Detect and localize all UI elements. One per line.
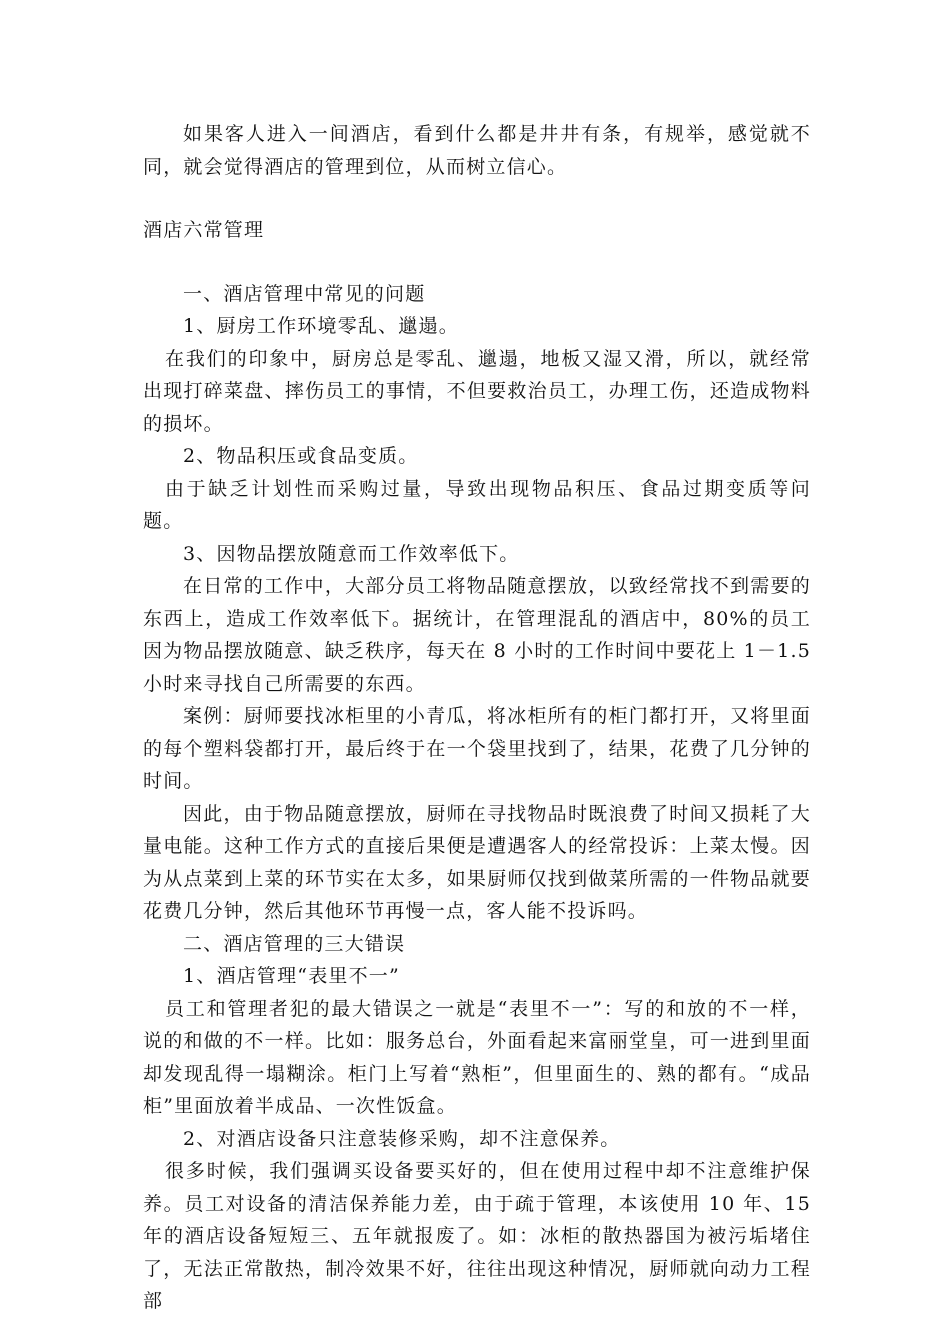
paragraph-maintenance: 很多时候，我们强调买设备要买好的，但在使用过程中却不注意维护保养。员工对设备的清洁保养能力差，由于疏于管理，本该使用 10 年、15 年的酒店设备短短三、五年就报废了。如：冰柜的散热器国为被污垢堵住了，无法正常散热，制冷效果不好，往往出现这种情况，厨师就向动力工程部 [143,1160,811,1312]
subheading-kitchen-mess: 1、厨房工作环境零乱、邋遢。 [183,315,459,337]
paragraph-intro: 如果客人进入一间酒店，看到什么都是井井有条，有规举，感觉就不同，就会觉得酒店的管理到位，从而树立信心。 [143,123,811,178]
subheading-low-efficiency: 3、因物品摆放随意而工作效率低下。 [183,542,520,565]
paragraph-case: 案例：厨师要找冰柜里的小青瓜，将冰柜所有的柜门都打开，又将里面的每个塑料袋都打开，最后终于在一个袋里找到了，结果，花费了几分钟的时间。 [143,705,811,792]
paragraph-kitchen-mess: 在我们的印象中，厨房总是零乱、邋遢，地板又湿又滑，所以，就经常出现打碎菜盘、摔伤员工的事情，不但要救治员工，办理工伤，还造成物料的损坏。 [143,347,811,435]
paragraph-inconsistent: 员工和管理者犯的最大错误之一就是“表里不一”：写的和放的不一样，说的和做的不一样。比如：服务总台，外面看起来富丽堂皇，可一进到里面却发现乱得一塌糊涂。柜门上写着“熟柜”，但里面生的、熟的都有。“成品柜”里面放着半成品、一次性饭盒。 [143,997,811,1117]
subheading-overstock: 2、物品积压或食品变质。 [183,445,419,467]
subheading-inconsistent: 1、酒店管理“表里不一” [183,965,400,987]
heading-common-problems: 一、酒店管理中常见的问题 [183,282,426,305]
subheading-maintenance: 2、对酒店设备只注意装修采购，却不注意保养。 [183,1127,621,1150]
paragraph-overstock: 由于缺乏计划性而采购过量，导致出现物品积压、食品过期变质等问题。 [143,477,811,532]
section-title: 酒店六常管理 [143,219,265,241]
heading-three-mistakes: 二、酒店管理的三大错误 [183,932,406,955]
document-body [143,118,811,1318]
paragraph-consequence: 因此，由于物品随意摆放，厨师在寻找物品时既浪费了时间又损耗了大量电能。这种工作方式的直接后果便是遭遇客人的经常投诉：上菜太慢。因为从点菜到上菜的环节实在太多，如果厨师仅找到做菜所需的一件物品就要花费几分钟，然后其他环节再慢一点，客人能不投诉吗。 [143,802,811,922]
paragraph-low-efficiency: 在日常的工作中，大部分员工将物品随意摆放，以致经常找不到需要的东西上，造成工作效率低下。据统计，在管理混乱的酒店中，80%的员工因为物品摆放随意、缺乏秩序，每天在 8 小时的工作时间中要花上 1－1.5 小时来寻找自己所需要的东西。 [143,575,811,695]
